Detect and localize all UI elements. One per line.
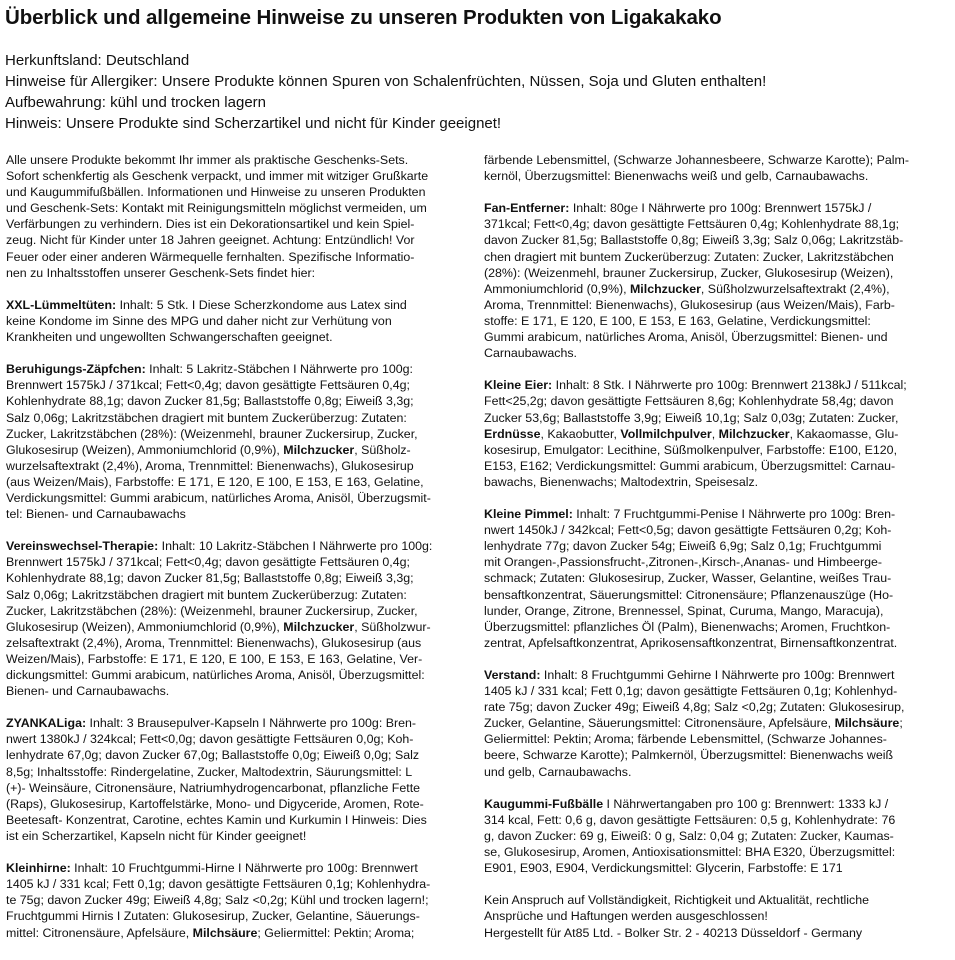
text-run: , [711,426,719,441]
text-line [484,844,947,860]
text-line [484,908,947,924]
text-run: kosesirup, Emulgator: Lecithine, Süßmolkenpulver, Farbstoffe: E100, E120, [484,442,898,457]
text-run: lenhydrate 67,0g; davon Zucker 67,0g; Ballaststoffe 0,0g; Eiweiß 0,0g; Salz [6,748,420,763]
product-paragraph [6,860,469,940]
text-run: zentrat, Apfelsaftkonzentrat, Aprikosensaftkonzentrat, Birnensaftkonzentrat. [484,635,898,650]
text-run: bawachs, Bienenwachs; Maltodextrin, Speisesalz. [484,474,759,489]
bold-term: Vollmilchpulver [620,426,712,441]
text-line [6,570,469,586]
text-run: (aus Weizen/Mais), Farbstoffe: E 171, E 120, E 100, E 153, E 163, Gelatine, [6,474,424,489]
paragraph-gap [6,844,469,860]
bold-term: Fan-Entferner: [484,201,570,216]
text-line [484,828,947,844]
text-line [484,603,947,619]
text-run: Inhalt: 10 Fruchtgummi-Hirne I Nährwerte pro 100g: Brennwert [70,861,418,876]
text-line [484,426,947,442]
text-line [6,651,469,667]
text-line [6,361,469,377]
general-notes [5,50,950,134]
text-run: kernöl, Überzugsmittel: Bienenwachs weiß und gelb, Carnaubawachs. [484,169,869,184]
text-run: schmack; Zutaten: Glukosesirup, Zucker, Wasser, Gelantine, weißes Trau- [484,571,892,586]
text-run: , Süßholz- [354,442,411,457]
text-line [6,297,469,313]
text-line [6,587,469,603]
text-run: rate 75g; davon Zucker 49g; Eiweiß 4,8g; Salz <0,2g; Zutaten: Glukosesirup, [484,700,905,715]
text-run: Überzugsmittel: pflanzliches Öl (Palm), Bienenwachs; Aromen, Fruchtkon- [484,619,891,634]
text-run: Zucker, Gelantine, Säuerungsmittel: Citronensäure, Apfelsäure, [484,716,835,731]
text-line [484,377,947,393]
text-line [6,313,469,329]
product-paragraph [6,361,469,522]
text-line [484,747,947,763]
text-line [6,603,469,619]
text-line [484,667,947,683]
text-run: wurzelsaftextrakt (2,4%), Aroma, Trennmittel: Bienenwachs), Glukosesirup [6,458,414,473]
text-run: I Nährwertangaben pro 100 g: Brennwert: 1333 kJ / [603,796,889,811]
text-line [6,474,469,490]
text-run: Kohlenhydrate 88,1g; davon Zucker 81,5g; Ballaststoffe 0,8g; Eiweiß 3,3g; [6,571,414,586]
paragraph-gap [484,780,947,796]
text-line [484,925,947,941]
text-line [484,683,947,699]
text-line [6,908,469,924]
allergy-note: Hinweise für Allergiker: Unsere Produkte können Spuren von Schalenfrüchten, Nüssen, Soja und Gluten enthalten! [5,73,767,90]
text-line [6,506,469,522]
text-line [6,168,469,184]
paragraph-gap [6,345,469,361]
text-line [6,216,469,232]
text-line [484,281,947,297]
text-run: (28%): (Weizenmehl, brauner Zuckersirup, Zucker, Glukosesirup (Weizen), [484,265,894,280]
text-run: Zucker, Lakritzstäbchen (28%): (Weizenmehl, brauner Zuckersirup, Zucker, [6,426,418,441]
text-run: Alle unsere Produkte bekommt Ihr immer als praktische Geschenks-Sets. [6,153,409,167]
text-run: keine Kondome im Sinne des MPG und daher nicht zur Verhütung von [6,313,392,328]
text-line [484,506,947,522]
text-line [484,522,947,538]
text-run: Kein Anspruch auf Vollständigkeit, Richtigkeit und Aktualität, rechtliche [484,893,870,908]
joke-article-note: Hinweis: Unsere Produkte sind Scherzartikel und nicht für Kinder geeignet! [5,115,502,132]
page-title: Überblick und allgemeine Hinweise zu unseren Produkten von Ligakakako [5,6,722,29]
text-line [484,570,947,586]
text-line [484,764,947,780]
text-line [6,892,469,908]
left-column [6,152,469,941]
estimated-sign-icon: ℮ [630,201,638,216]
text-line [484,329,947,345]
text-line [6,667,469,683]
text-line [6,876,469,892]
text-run: (+)- Weinsäure, Citronensäure, Natriumhydrogencarbonat, pflanzliche Fette [6,780,421,795]
text-line [6,731,469,747]
product-paragraph [6,297,469,345]
bold-term: Milchzucker [718,426,790,441]
text-run: Salz 0,06g; Lakritzstäbchen dragiert mit buntem Zuckerüberzug: Zutaten: [6,410,407,425]
text-line [484,474,947,490]
text-run: Inhalt: 5 Lakritz-Stäbchen I Nährwerte pro 100g: [145,362,413,377]
text-run: Zucker 53,6g; Ballaststoffe 3,9g; Eiweiß 10,1g; Salz 0,03g; Zutaten: Zucker, [484,410,899,425]
bold-term: Kleine Eier: [484,378,553,393]
text-line [484,892,947,908]
text-line [6,200,469,216]
text-line [6,715,469,731]
text-run: 1405 kJ / 331 kcal; Fett 0,1g; davon gesättigte Fettsäuren 0,1g; Kohlenhydra- [6,877,431,892]
text-run: te 75g; davon Zucker 49g; Eiweiß 4,8g; Salz <0,2g; Kühl und trocken lagern!; [6,893,429,908]
text-line [6,232,469,248]
text-line [6,458,469,474]
text-run: färbende Lebensmittel, (Schwarze Johannesbeere, Schwarze Karotte); Palm- [484,153,909,167]
text-line [484,715,947,731]
text-run: Inhalt: 3 Brausepulver-Kapseln I Nährwerte pro 100g: Bren- [86,716,417,731]
text-run: und Geschenk-Sets: Kontakt mit Reinigungsmitteln möglichst vermeiden, um [6,201,427,216]
text-run: Ansprüche und Haftungen werden ausgeschlossen! [484,909,768,924]
text-run: Inhalt: 7 Fruchtgummi-Penise I Nährwerte pro 100g: Bren- [572,507,896,522]
paragraph-gap [6,522,469,538]
text-run: (Raps), Glukosesirup, Kartoffelstärke, Mono- und Digyceride, Aromen, Rote- [6,796,424,811]
text-line [6,184,469,200]
text-run: tel: Bienen- und Carnaubawachs [6,507,186,522]
text-line [6,538,469,554]
text-line [484,635,947,651]
text-line [484,345,947,361]
text-line [484,554,947,570]
text-line [6,442,469,458]
text-run: , Kakaobutter, [540,426,621,441]
text-run: ; [899,716,903,731]
text-run: E153, E162; Verdickungsmittel: Gummi arabicum, Überzugsmittel: Carnau- [484,458,896,473]
text-run: ist ein Scherzartikel, Kapseln nicht für Kinder geeignet! [6,828,307,843]
text-run: se, Glukosesirup, Aromen, Antioxisationsmittel: BHA E320, Überzugsmittel: [484,845,896,860]
text-run: Bienen- und Carnaubawachs. [6,684,170,699]
product-paragraph [484,506,947,651]
text-run: Salz 0,06g; Lakritzstäbchen dragiert mit buntem Zuckerüberzug: Zutaten: [6,587,407,602]
text-line [484,458,947,474]
text-run: Inhalt: 80g [569,201,631,216]
bold-term: Milchzucker [283,442,355,457]
text-run: bensaftkonzentrat, Säuerungsmittel: Citronensäure; Pflanzenauszüge (Ho- [484,587,894,602]
product-paragraph [484,796,947,876]
text-run: Gummi arabicum, natürliches Aroma, Anisöl, Überzugsmittel: Bienen- und [484,330,888,345]
text-run: lenhydrate 77g; davon Zucker 54g; Eiweiß 6,9g; Salz 0,1g; Fruchtgummi [484,539,882,554]
text-line [6,490,469,506]
text-line [6,796,469,812]
text-run: Inhalt: 8 Fruchtgummi Gehirne I Nährwerte pro 100g: Brennwert [540,668,895,682]
paragraph-gap [484,361,947,377]
bold-term: Kaugummi-Fußbälle [484,796,604,811]
text-run: und Kaugummifußbällen. Informationen und Hinweise zu unseren Produkten [6,185,426,200]
text-line [484,313,947,329]
text-line [6,554,469,570]
text-line [484,297,947,313]
text-run: chen dragiert mit buntem Zuckerüberzug: Zutaten: Zucker, Lakritzstäbchen [484,249,894,264]
right-column [484,152,947,941]
text-line [484,168,947,184]
text-line [6,683,469,699]
text-line [484,249,947,265]
text-line [6,780,469,796]
text-line [484,699,947,715]
text-run: 371kcal; Fett<0,4g; davon gesättigte Fettsäuren 0,4g; Kohlenhydrate 88,1g; [484,217,900,232]
product-paragraph [484,377,947,490]
text-line [6,828,469,844]
text-line [6,265,469,281]
paragraph-gap [6,699,469,715]
text-run: mittel: Citronensäure, Apfelsäure, [6,925,193,940]
text-line [484,731,947,747]
text-run: Glukosesirup (Weizen), Ammoniumchlorid (0,9%), [6,442,284,457]
text-line [484,442,947,458]
text-run: , Kakaomasse, Glu- [789,426,899,441]
bold-term: Milchzucker [629,281,701,296]
storage-note: Aufbewahrung: kühl und trocken lagern [5,94,267,111]
text-line [6,329,469,345]
paragraph-gap [484,651,947,667]
text-line [484,152,947,168]
product-paragraph [484,892,947,940]
bold-term: Milchsäure [192,925,258,940]
text-run: g, davon Zucker: 69 g, Eiweiß: 0 g, Salz: 0,04 g; Zutaten: Zucker, Kaumas- [484,828,894,843]
text-line [6,860,469,876]
bold-term: Kleine Pimmel: [484,507,573,522]
bold-term: Beruhigungs-Zäpfchen: [6,362,146,377]
bold-term: Erdnüsse [484,426,541,441]
text-run: mit Orangen-,Passionsfrucht-,Zitronen-,Kirsch-,Ananas- und Himbeerge- [484,555,883,570]
text-run: nen zu Inhaltsstoffen unserer Geschenk-Sets findet hier: [6,265,316,280]
product-paragraph [484,667,947,780]
text-run: davon Zucker 81,5g; Ballaststoffe 0,8g; Eiweiß 3,3g; Salz 0,06g; Lakritzstäb- [484,233,904,248]
text-run: Verfärbungen zu verhindern. Dies ist ein Dekorationsartikel und kein Spiel- [6,217,415,232]
product-paragraph [484,152,947,184]
text-run: Aroma, Trennmittel: Bienenwachs), Glukosesirup (aus Weizen/Mais), Farb- [484,297,895,312]
text-run: , Süßholzwurzelsaftextrakt (2,4%), [700,281,890,296]
text-line [6,619,469,635]
text-run: E901, E903, E904, Verdickungsmittel: Glycerin, Farbstoffe: E 171 [484,861,843,876]
text-run: Kohlenhydrate 88,1g; davon Zucker 81,5g; Ballaststoffe 0,8g; Eiweiß 3,3g; [6,394,414,409]
text-run: nwert 1380kJ / 324kcal; Fett<0,0g; davon gesättigte Fettsäuren 0,0g; Koh- [6,732,414,747]
text-line [6,249,469,265]
paragraph-gap [6,281,469,297]
text-run: Beetesaft- Konzentrat, Carotine, echtes Kamin und Kurkumin I Hinweis: Dies [6,812,427,827]
text-line [6,635,469,651]
text-line [484,796,947,812]
text-run: Inhalt: 10 Lakritz-Stäbchen I Nährwerte pro 100g: [158,539,433,554]
text-run: dickungsmittel: Gummi arabicum, natürliches Aroma, Anisöl, Überzugsmittel: [6,668,425,682]
text-run: Zucker, Lakritzstäbchen (28%): (Weizenmehl, brauner Zuckersirup, Zucker, [6,603,418,618]
text-run: 1405 kJ / 331 kcal; Fett 0,1g; davon gesättigte Fettsäuren 0,1g; Kohlenhyd- [484,684,898,699]
text-run: Krankheiten und ungewollten Schwangerschaften geeignet. [6,330,333,345]
text-line [6,812,469,828]
text-line [6,377,469,393]
text-line [6,393,469,409]
text-line [484,619,947,635]
text-line [484,232,947,248]
text-run: Ammoniumchlorid (0,9%), [484,281,630,296]
text-run: Hergestellt für At85 Ltd. - Bolker Str. 2 - 40213 Düsseldorf - Germany [484,925,863,940]
text-run: Weizen/Mais), Farbstoffe: E 171, E 120, E 100, E 153, E 163, Gelatine, Ver- [6,651,423,666]
text-run: Verdickungsmittel: Gummi arabicum, natürliches Aroma, Anisöl, Überzugsmit- [6,490,431,505]
text-line [484,216,947,232]
text-run: Brennwert 1575kJ / 371kcal; Fett<0,4g; davon gesättigte Fettsäuren 0,4g; [6,555,410,570]
text-line [484,587,947,603]
text-line [6,152,469,168]
text-line [484,265,947,281]
text-run: lunder, Orange, Zitrone, Brennessel, Spinat, Curuma, Mango, Maracuja), [484,603,884,618]
origin-note: Herkunftsland: Deutschland [5,52,190,69]
text-line [484,860,947,876]
product-paragraph [6,152,469,281]
paragraph-gap [484,184,947,200]
text-run: beere, Schwarze Karotte); Palmkernöl, Überzugsmittel: Bienenwachs weiß [484,748,894,763]
bold-term: ZYANKALiga: [6,716,87,731]
text-run: Feuer oder einer anderen Wärmequelle fernhalten. Spezifische Informatio- [6,249,415,264]
product-paragraph [484,200,947,361]
text-run: Carnaubawachs. [484,346,577,361]
text-run: Brennwert 1575kJ / 371kcal; Fett<0,4g; davon gesättigte Fettsäuren 0,4g; [6,378,410,393]
bold-term: Milchsäure [834,716,900,731]
text-line [484,812,947,828]
bold-term: Vereinswechsel-Therapie: [6,539,159,554]
text-run: 314 kcal, Fett: 0,6 g, davon gesättigte Fettsäuren: 0,5 g, Kohlenhydrate: 76 [484,812,896,827]
text-line [484,200,947,216]
text-line [6,747,469,763]
text-run: I Nährwerte pro 100g: Brennwert 1575kJ / [637,201,872,216]
text-line [484,393,947,409]
text-line [6,764,469,780]
text-run: stoffe: E 171, E 120, E 100, E 153, E 163, Gelatine, Verdickungsmittel: [484,313,871,328]
text-run: Inhalt: 8 Stk. I Nährwerte pro 100g: Brennwert 2138kJ / 511kcal; [552,378,907,393]
text-run: Glukosesirup (Weizen), Ammoniumchlorid (0,9%), [6,619,284,634]
paragraph-gap [484,490,947,506]
text-line [6,925,469,941]
text-line [6,426,469,442]
product-paragraph [6,538,469,699]
text-line [484,538,947,554]
text-run: zeug. Nicht für Kinder unter 18 Jahren geeignet. Achtung: Entzündlich! Vor [6,233,415,248]
text-run: Geliermittel: Pektin; Aroma; färbende Lebensmittel, (Schwarze Johannes- [484,732,887,747]
bold-term: Kleinhirne: [6,861,71,876]
text-line [6,410,469,426]
text-run: 8,5g; Inhaltsstoffe: Rindergelatine, Zucker, Maltodextrin, Säurungsmittel: L [6,764,413,779]
text-run: zelsaftextrakt (2,4%), Aroma, Trennmittel: Bienenwachs), Glukosesirup (aus [6,635,422,650]
text-run: Fruchtgummi Hirnis I Zutaten: Glukosesirup, Zucker, Gelantine, Säuerungs- [6,909,420,924]
text-run: und gelb, Carnaubawachs. [484,764,632,779]
text-run: Inhalt: 5 Stk. I Diese Scherzkondome aus Latex sind [116,297,407,312]
text-run: Sofort schenkfertig als Geschenk verpackt, und immer mit witziger Grußkarte [6,169,429,184]
bold-term: Verstand: [484,668,541,682]
text-run: ; Geliermittel: Pektin; Aroma; [257,925,415,940]
product-paragraph [6,715,469,844]
text-run: nwert 1450kJ / 342kcal; Fett<0,5g; davon gesättigte Fettsäuren 0,2g; Koh- [484,523,892,538]
text-run: , Süßholzwur- [354,619,431,634]
text-line [484,410,947,426]
paragraph-gap [484,876,947,892]
bold-term: XXL-Lümmeltüten: [6,297,117,312]
bold-term: Milchzucker [283,619,355,634]
text-run: Fett<25,2g; davon gesättigte Fettsäuren 8,6g; Kohlenhydrate 58,4g; davon [484,394,894,409]
